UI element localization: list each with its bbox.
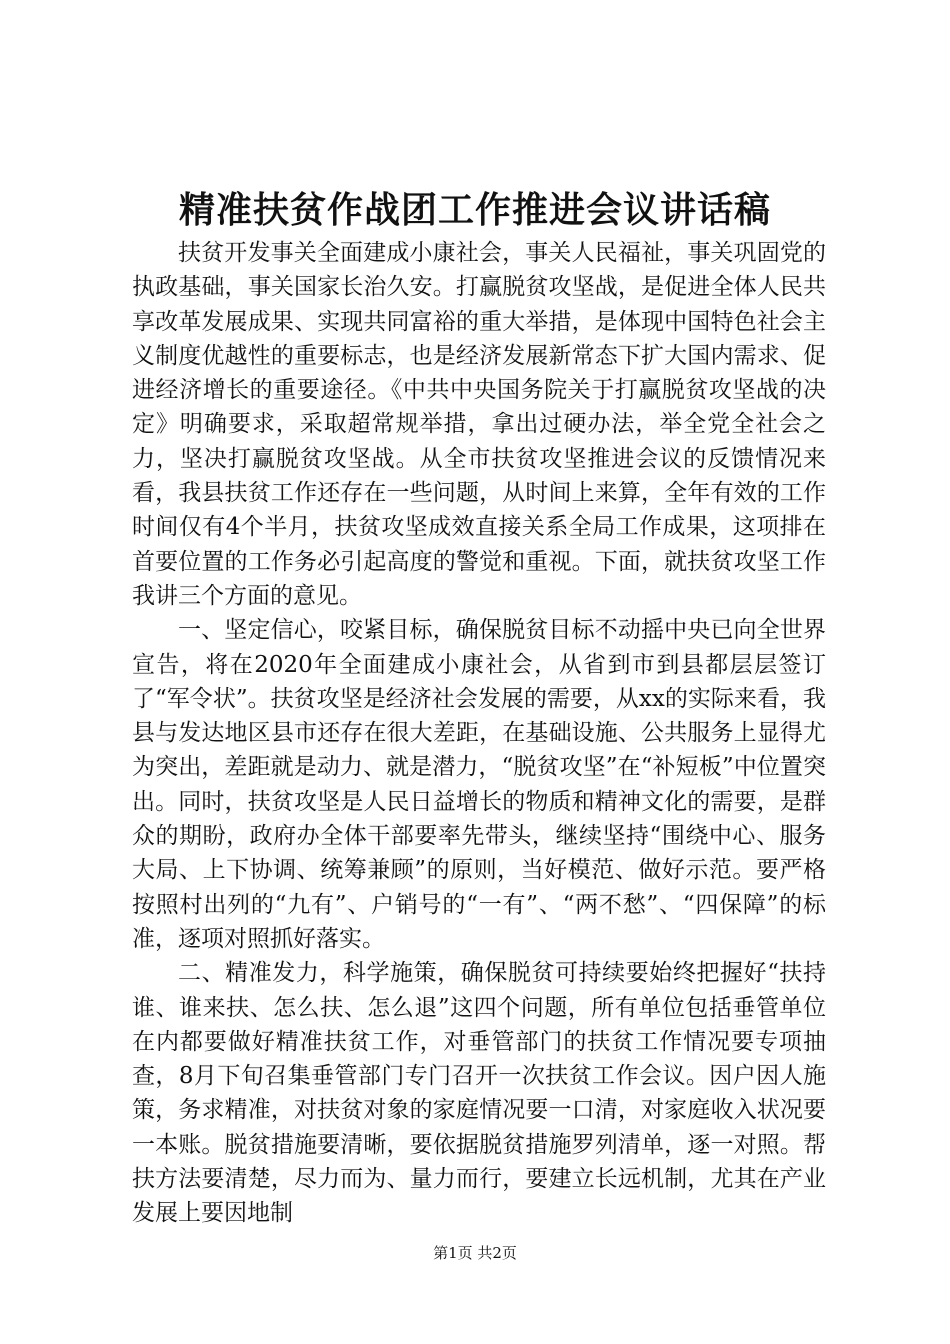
paragraph-section-2: 二、精准发力，科学施策，确保脱贫可持续要始终把握好“扶持谁、谁来扶、怎么扶、怎么退”这四个问题，所有单位包括垂管单位在内都要做好精准扶贫工作，对垂管部门的扶贫工作情况要专项抽查，8月下旬召集垂管部门专门召开一次扶贫工作会议。因户因人施策，务求精准，对扶贫对象的家庭情况要一口清，对家庭收入状况要一本账。脱贫措施要清晰，要依据脱贫措施罗列清单，逐一对照。帮扶方法要清楚，尽力而为、量力而行，要建立长远机制，尤其在产业发展上要因地制 [132, 960, 826, 1227]
document-title: 精准扶贫作战团工作推进会议讲话稿 [178, 189, 771, 231]
document-body [132, 236, 826, 1231]
paragraph-section-1: 一、坚定信心，咬紧目标，确保脱贫目标不动摇中央已向全世界宣告，将在2020年全面建成小康社会，从省到市到县都层层签订了“军令状”。扶贫攻坚是经济社会发展的需要，从xx的实际来看，我县与发达地区县市还存在很大差距，在基础设施、公共服务上显得尤为突出，差距就是动力、就是潜力，“脱贫攻坚”在“补短板”中位置突出。同时，扶贫攻坚是人民日益增长的物质和精神文化的需要，是群众的期盼，政府办全体干部要率先带头，继续坚持“围绕中心、服务大局、上下协调、统筹兼顾”的原则，当好模范、做好示范。要严格按照村出列的“九有”、户销号的“一有”、“两不愁”、“四保障”的标准，逐项对照抓好落实。 [132, 617, 826, 952]
page-footer [0, 1243, 950, 1263]
paragraph-intro: 扶贫开发事关全面建成小康社会，事关人民福祉，事关巩固党的执政基础，事关国家长治久安。打赢脱贫攻坚战，是促进全体人民共享改革发展成果、实现共同富裕的重大举措，是体现中国特色社会主义制度优越性的重要标志，也是经济发展新常态下扩大国内需求、促进经济增长的重要途径。《中共中央国务院关于打赢脱贫攻坚战的决定》明确要求，采取超常规举措，拿出过硬办法，举全党全社会之力，坚决打赢脱贫攻坚战。从全市扶贫攻坚推进会议的反馈情况来看，我县扶贫工作还存在一些问题，从时间上来算，全年有效的工作时间仅有4个半月，扶贫攻坚成效直接关系全局工作成果，这项排在首要位置的工作务必引起高度的警觉和重视。下面，就扶贫攻坚工作我讲三个方面的意见。 [132, 240, 826, 609]
page-total: 共2页 [477, 1244, 517, 1262]
page-number: 第1页 [433, 1244, 473, 1262]
